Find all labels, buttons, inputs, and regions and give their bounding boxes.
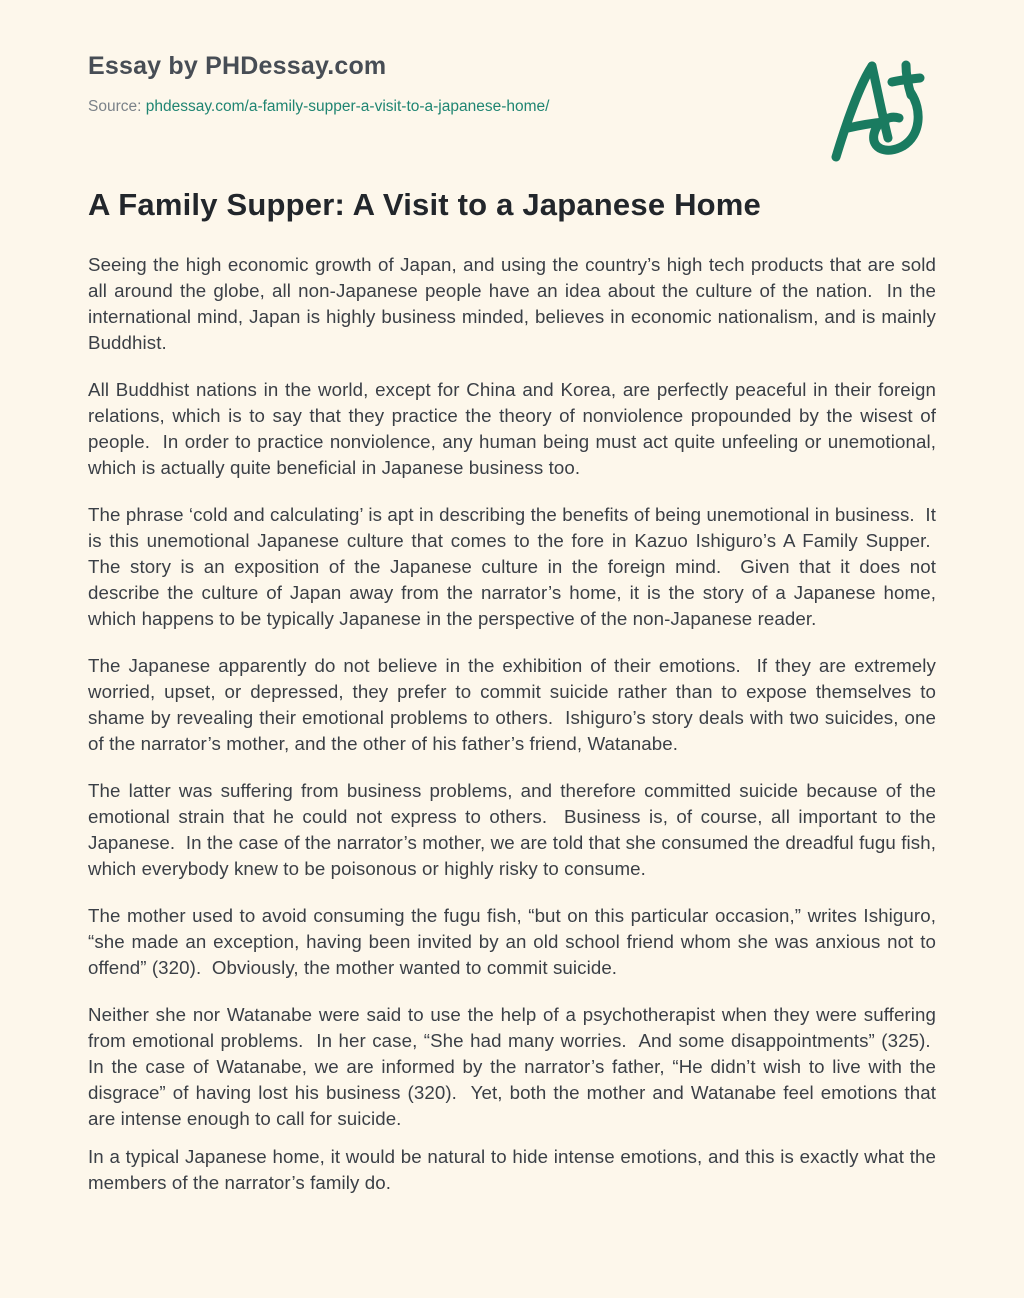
source-line <box>88 98 936 117</box>
essay-paragraph-3: The phrase ‘cold and calculating’ is apt in describing the benefits of being unemotional in business. It is this unemotional Japanese culture that comes to the fore in Kazuo Ishiguro’s A Family Supper. The story is an exposition of the Japanese culture in the foreign mind. Given that it does not describe the culture of Japan away from the narrator’s home, it is the story of a Japanese home, which happens to be typically Japanese in the perspective of the non-Japanese reader. <box>88 504 936 630</box>
a-plus-logo-icon <box>826 56 928 164</box>
page-header <box>88 52 936 116</box>
essay-title: A Family Supper: A Visit to a Japanese Home <box>88 187 761 223</box>
essay-paragraph-6: The mother used to avoid consuming the fugu fish, “but on this particular occasion,” writes Ishiguro, “she made an exception, having been invited by an old school friend whom she was anxious not to offend” (320). Obviously, the mother wanted to commit suicide. <box>88 905 936 979</box>
source-label: Source: <box>88 97 146 115</box>
essay-body <box>88 252 936 1194</box>
source-link[interactable]: phdessay.com/a-family-supper-a-visit-to-a-japanese-home/ <box>145 97 550 115</box>
essay-paragraph-7: Neither she nor Watanabe were said to use the help of a psychotherapist when they were suffering from emotional problems. In her case, “She had many worries. And some disappointments” (325). In the case of Watanabe, we are informed by the narrator’s father, “He didn’t wish to live with the disgrace” of having lost his business (320). Yet, both the mother and Watanabe feel emotions that are intense enough to call for suicide. <box>88 1004 936 1130</box>
site-title: Essay by PHDessay.com <box>88 52 387 80</box>
essay-paragraph-5: The latter was suffering from business problems, and therefore committed suicide because of the emotional strain that he could not express to others. Business is, of course, all important to the Japanese. In the case of the narrator’s mother, we are told that she consumed the dreadful fugu fish, which everybody knew to be poisonous or highly risky to consume. <box>88 780 936 880</box>
essay-paragraph-2: All Buddhist nations in the world, except for China and Korea, are perfectly peaceful in their foreign relations, which is to say that they practice the theory of nonviolence propounded by the wisest of people. In order to practice nonviolence, any human being must act quite unfeeling or unemotional, which is actually quite beneficial in Japanese business too. <box>88 379 936 479</box>
essay-paragraph-8-clipped: In a typical Japanese home, it would be natural to hide intense emotions, and this is exactly what the members of the narrator’s family do. <box>88 1146 936 1194</box>
essay-paragraph-1: Seeing the high economic growth of Japan, and using the country’s high tech products that are sold all around the globe, all non-Japanese people have an idea about the culture of the nation. In the international mind, Japan is highly business minded, believes in economic nationalism, and is mainly Buddhist. <box>88 254 936 354</box>
clipped-paragraph <box>88 1144 936 1194</box>
essay-paragraph-4: The Japanese apparently do not believe in the exhibition of their emotions. If they are extremely worried, upset, or depressed, they prefer to commit suicide rather than to expose themselves to shame by revealing their emotional problems to others. Ishiguro’s story deals with two suicides, one of the narrator’s mother, and the other of his father’s friend, Watanabe. <box>88 655 936 755</box>
